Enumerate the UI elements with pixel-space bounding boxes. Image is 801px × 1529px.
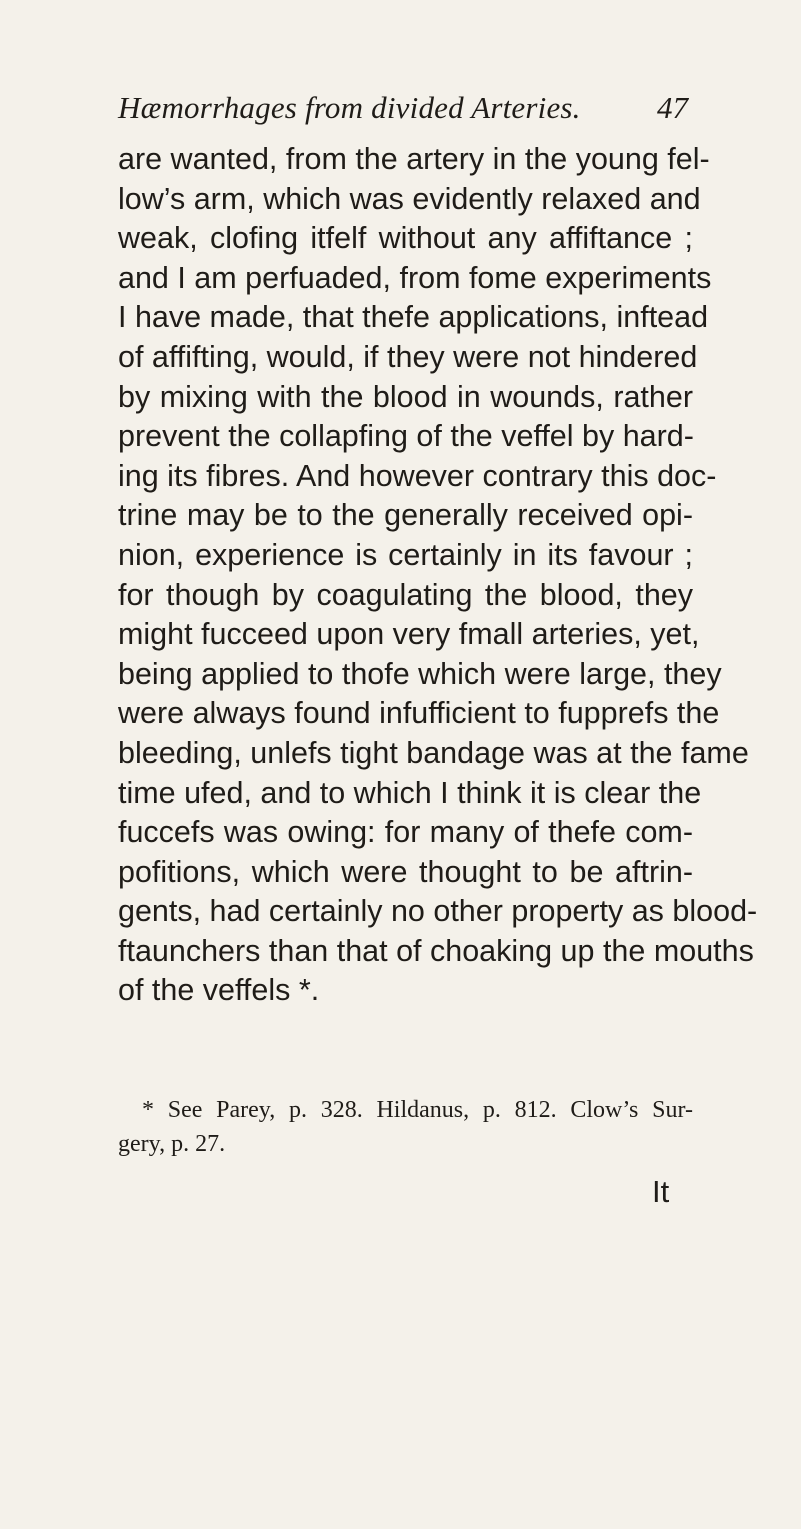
text-line: and I am perfuaded, from fome experiments xyxy=(118,260,712,295)
text-line: gents, had certainly no other property as blood- xyxy=(118,894,758,929)
body-text xyxy=(118,140,758,1011)
text-line: are wanted, from the artery in the young fel- xyxy=(118,142,710,176)
text-line: fuccefs was owing: for many of thefe com- xyxy=(118,815,693,850)
running-head xyxy=(118,90,688,130)
text-line: bleeding, unlefs tight bandage was at the fame xyxy=(118,735,749,770)
text-line: weak, clofing itfelf without any affiftance ; xyxy=(118,221,693,256)
text-line: for though by coagulating the blood, they xyxy=(118,577,693,612)
page-number: 47 xyxy=(657,90,688,125)
footnote xyxy=(118,1093,693,1161)
text-line: prevent the collapfing of the veffel by hard- xyxy=(118,419,694,454)
text-line: time ufed, and to which I think it is clear the xyxy=(118,775,702,810)
text-line: nion, experience is certainly in its favour ; xyxy=(118,537,693,572)
footnote-line: * See Parey, p. 328. Hildanus, p. 812. Clow’s Sur- xyxy=(142,1097,693,1123)
text-line: ftaunchers than that of choaking up the mouths xyxy=(118,933,754,968)
text-line: might fucceed upon very fmall arteries, yet, xyxy=(118,617,700,652)
text-line: were always found infufficient to fupprefs the xyxy=(118,696,720,731)
text-line: I have made, that thefe applications, inftead xyxy=(118,300,709,335)
text-line: trine may be to the generally received opi- xyxy=(118,498,693,533)
text-line: of the veffels *. xyxy=(118,973,320,1008)
text-line: low’s arm, which was evidently relaxed and xyxy=(118,181,701,216)
catchword: It xyxy=(652,1174,670,1209)
text-line: pofitions, which were thought to be aftrin- xyxy=(118,854,693,889)
text-line: by mixing with the blood in wounds, rather xyxy=(118,379,693,414)
text-line: of affifting, would, if they were not hindered xyxy=(118,339,698,374)
running-title: Hæmorrhages from divided Arteries. xyxy=(118,90,581,125)
text-line: being applied to thofe which were large, they xyxy=(118,656,722,691)
footnote-line: gery, p. 27. xyxy=(118,1131,226,1157)
text-line: ing its fibres. And however contrary this doc- xyxy=(118,458,717,493)
